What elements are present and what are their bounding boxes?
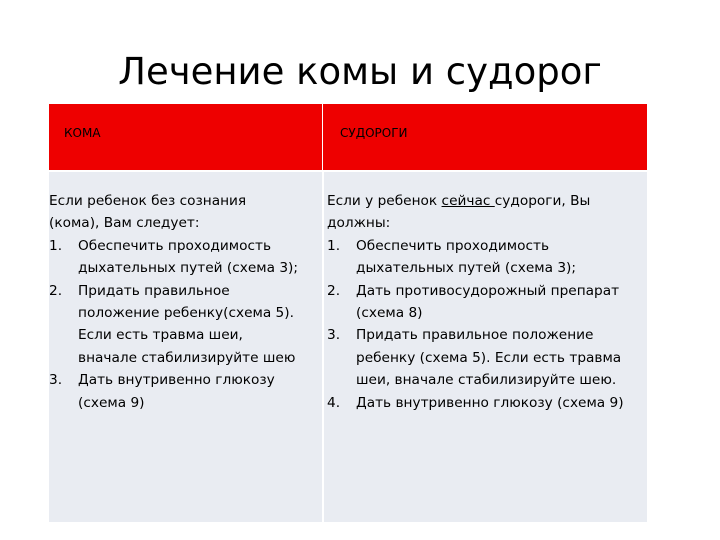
- seizures-intro-line-2: должны:: [327, 215, 391, 232]
- slide-title: Лечение комы и судорог: [118, 50, 602, 93]
- header-coma: КОМА: [64, 126, 101, 140]
- step-line: Придать правильное положение: [356, 327, 594, 344]
- step-line: положение ребенку(схема 5).: [78, 305, 294, 322]
- intro-underlined-word: сейчас: [441, 193, 495, 209]
- step-line: Обеспечить проходимость: [356, 237, 550, 254]
- intro-text: судороги, Вы: [494, 193, 591, 209]
- step-line: ребенку (схема 5). Если есть травма: [356, 349, 622, 366]
- seizures-step-3: [327, 324, 647, 391]
- seizures-intro-line-1: [327, 190, 647, 212]
- step-line: дыхательных путей (схема 3);: [78, 260, 298, 277]
- column-divider: [322, 172, 324, 522]
- step-line: Придать правильное: [78, 282, 230, 299]
- step-line: дыхательных путей (схема 3);: [356, 260, 576, 277]
- step-number: 1.: [49, 237, 63, 254]
- table-body-row: [49, 172, 647, 522]
- step-line: Если есть травма шеи,: [78, 327, 243, 344]
- header-seizures: СУДОРОГИ: [340, 126, 408, 140]
- step-line: Дать внутривенно глюкозу (схема 9): [356, 394, 624, 411]
- step-number: 3.: [327, 327, 341, 344]
- coma-step-3: [49, 369, 319, 414]
- step-line: шеи, вначале стабилизируйте шею.: [356, 372, 617, 389]
- intro-text: Если у ребенок: [327, 193, 442, 209]
- step-number: 1.: [327, 237, 341, 254]
- coma-steps-list: [49, 235, 319, 414]
- step-number: 4.: [327, 394, 341, 411]
- step-line: Дать внутривенно глюкозу: [78, 372, 275, 389]
- column-divider: [322, 104, 323, 170]
- seizures-steps-list: [327, 235, 647, 414]
- step-line: вначале стабилизируйте шею: [78, 349, 296, 366]
- treatment-table: [49, 104, 647, 522]
- step-number: 3.: [49, 372, 63, 389]
- table-header-row: [49, 104, 647, 170]
- seizures-step-4: [327, 392, 647, 414]
- step-line: Дать противосудорожный препарат: [356, 282, 620, 299]
- seizures-cell: [327, 190, 647, 414]
- coma-step-2: [49, 280, 319, 370]
- step-line: (схема 9): [78, 394, 145, 411]
- step-number: 2.: [49, 282, 63, 299]
- coma-intro-line-2: (кома), Вам следует:: [49, 215, 200, 232]
- coma-intro-line-1: Если ребенок без сознания: [49, 193, 247, 209]
- coma-step-1: [49, 235, 319, 280]
- coma-cell: [49, 190, 319, 414]
- step-line: Обеспечить проходимость: [78, 237, 272, 254]
- step-line: (схема 8): [356, 305, 423, 322]
- seizures-step-2: [327, 280, 647, 325]
- seizures-step-1: [327, 235, 647, 280]
- step-number: 2.: [327, 282, 341, 299]
